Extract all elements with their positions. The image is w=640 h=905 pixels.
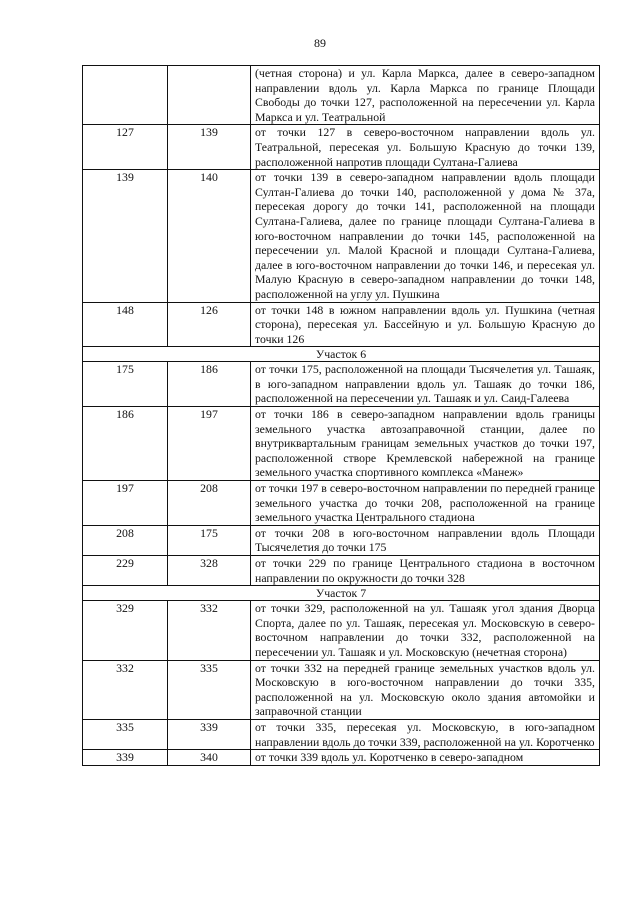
point-from-cell [83, 66, 168, 125]
point-to-cell: 140 [168, 170, 251, 302]
description-cell: (четная сторона) и ул. Карла Маркса, далее в северо-западном направлении вдоль ул. Карла Маркса по границе Площади Свободы до точки 127, расположенной на пересечении ул. Карла Маркса и ул. Театральной [251, 66, 600, 125]
point-from-cell: 139 [83, 170, 168, 302]
point-from-cell: 329 [83, 601, 168, 660]
point-to-cell: 139 [168, 125, 251, 170]
section-header-row [83, 347, 600, 362]
point-from-cell: 208 [83, 525, 168, 555]
point-to-cell: 186 [168, 362, 251, 407]
point-from-cell: 229 [83, 556, 168, 586]
point-to-cell: 340 [168, 750, 251, 766]
table-row [83, 601, 600, 660]
description-cell: от точки 229 по границе Центрального стадиона в восточном направлении по окружности до точки 328 [251, 556, 600, 586]
section-title: Участок 7 [83, 586, 600, 601]
point-from-cell: 197 [83, 481, 168, 526]
description-cell: от точки 148 в южном направлении вдоль ул. Пушкина (четная сторона), пересекая ул. Бассейную и ул. Большую Красную до точки 126 [251, 302, 600, 347]
point-from-cell: 339 [83, 750, 168, 766]
table-row [83, 362, 600, 407]
section-header-row [83, 586, 600, 601]
table-row [83, 525, 600, 555]
point-to-cell: 126 [168, 302, 251, 347]
table-row [83, 556, 600, 586]
point-from-cell: 332 [83, 660, 168, 719]
point-to-cell: 175 [168, 525, 251, 555]
point-to-cell: 328 [168, 556, 251, 586]
table-row [83, 660, 600, 719]
point-to-cell [168, 66, 251, 125]
boundary-table [82, 65, 600, 766]
point-from-cell: 175 [83, 362, 168, 407]
point-to-cell: 208 [168, 481, 251, 526]
point-to-cell: 197 [168, 407, 251, 481]
point-from-cell: 186 [83, 407, 168, 481]
page-number: 89 [314, 36, 326, 50]
table-row [83, 481, 600, 526]
table-row [83, 719, 600, 749]
description-cell: от точки 335, пересекая ул. Московскую, в юго-западном направлении вдоль до точки 339, расположенной на ул. Коротченко [251, 719, 600, 749]
description-cell: от точки 332 на передней границе земельных участков вдоль ул. Московскую в юго-восточном направлении до точки 335, расположенной на ул. Московскую около здания автомойки и заправочной станции [251, 660, 600, 719]
description-cell: от точки 339 вдоль ул. Коротченко в северо-западном [251, 750, 600, 766]
point-to-cell: 335 [168, 660, 251, 719]
point-to-cell: 332 [168, 601, 251, 660]
description-cell: от точки 208 в юго-восточном направлении вдоль Площади Тысячелетия до точки 175 [251, 525, 600, 555]
point-from-cell: 127 [83, 125, 168, 170]
point-from-cell: 335 [83, 719, 168, 749]
table-row [83, 302, 600, 347]
description-cell: от точки 186 в северо-западном направлении вдоль границы земельного участка автозаправочной станции, далее по внутриквартальным границам земельных участков до точки 197, расположенной створе Кремлевской набережной на границе земельного участка спортивного комплекса «Манеж» [251, 407, 600, 481]
point-to-cell: 339 [168, 719, 251, 749]
table-row [83, 66, 600, 125]
boundary-table-body [83, 66, 600, 766]
point-from-cell: 148 [83, 302, 168, 347]
description-cell: от точки 175, расположенной на площади Тысячелетия ул. Ташаяк, в юго-западном направлении вдоль ул. Ташаяк до точки 186, расположенной на пересечении ул. Ташаяк и ул. Саид-Галеева [251, 362, 600, 407]
description-cell: от точки 139 в северо-западном направлении вдоль площади Султан-Галиева до точки 140, расположенной у дома № 37а, пересекая дорогу до точки 141, расположенной на площади Султана-Галиева, далее по границе площади Султана-Галиева в юго-восточном направлении до точки 145, расположенной на пересечении ул. Малой Красной и площади Султана-Галиева, далее в юго-восточном направлении до точки 146, и пересекая ул. Малую Красную в северо-западном направлении до точки 148, расположенной на углу ул. Пушкина [251, 170, 600, 302]
table-row [83, 750, 600, 766]
table-row [83, 407, 600, 481]
description-cell: от точки 197 в северо-восточном направлении по передней границе земельного участка до точки 208, расположенной на границе земельного участка Центрального стадиона [251, 481, 600, 526]
description-cell: от точки 127 в северо-восточном направлении вдоль ул. Театральной, пересекая ул. Большую Красную до точки 139, расположенной напротив площади Султана-Галиева [251, 125, 600, 170]
table-row [83, 125, 600, 170]
section-title: Участок 6 [83, 347, 600, 362]
description-cell: от точки 329, расположенной на ул. Ташаяк угол здания Дворца Спорта, далее по ул. Ташаяк, пересекая ул. Московскую в северо-восточном направлении до точки 332, расположенной на пересечении ул. Ташаяк и ул. Московскую (нечетная сторона) [251, 601, 600, 660]
table-row [83, 170, 600, 302]
